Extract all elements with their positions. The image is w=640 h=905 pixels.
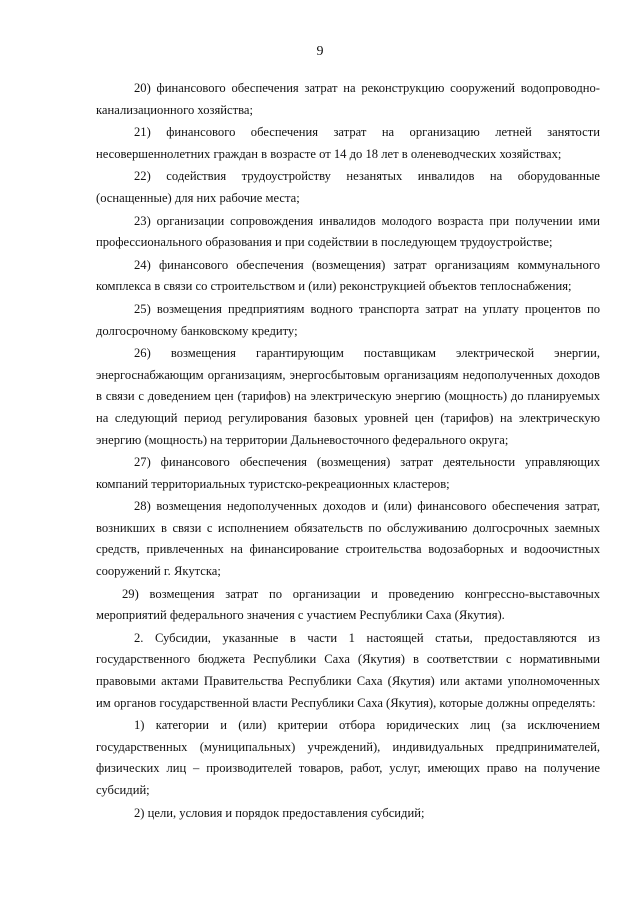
paragraph-item-21: 21) финансового обеспечения затрат на организацию летней занятости несовершеннолетних граждан в возрасте от 14 до 18 лет в оленеводческих хозяйствах; (96, 125, 600, 161)
paragraph-item-26: 26) возмещения гарантирующим поставщикам электрической энергии, энергоснабжающим организациям, энергосбытовым организациям недополученных доходов в связи с доведением цен (тарифов) на электрическую энергию (мощность) до планируемых на следующий период регулирования базовых уровней цен (тарифов) на электрическую энергию (мощность) на территории Дальневосточного федерального округа; (96, 346, 600, 447)
paragraph-item-23: 23) организации сопровождения инвалидов молодого возраста при получении ими профессионального образования и при содействии в последующем трудоустройстве; (96, 213, 600, 250)
paragraph-part-2: 2. Субсидии, указанные в части 1 настоящей статьи, предоставляются из государственного бюджета Республики Саха (Якутия) в соответствии с нормативными правовыми актами Правительства Республики Саха (Якутия) или актами уполномоченных им органов государственной власти Республики Саха (Якутия), которые должны определять: (96, 630, 600, 710)
paragraph-subitem-2: 2) цели, условия и порядок предоставления субсидий; (134, 805, 425, 820)
paragraph-subitem-1: 1) категории и (или) критерии отбора юридических лиц (за исключением государственных (муниципальных) учреждений), индивидуальных предпринимателей, физических лиц – производителей товаров, работ, услуг, имеющих право на получение субсидий; (96, 718, 600, 797)
paragraph-item-22: 22) содействия трудоустройству незанятых инвалидов на оборудованные (оснащенные) для них рабочие места; (96, 169, 600, 205)
paragraph-item-27: 27) финансового обеспечения (возмещения) затрат деятельности управляющих компаний территориальных туристско-рекреационных кластеров; (96, 455, 600, 491)
paragraph-item-20: 20) финансового обеспечения затрат на реконструкцию сооружений водопроводно-канализационного хозяйства; (96, 81, 600, 117)
paragraph-item-24: 24) финансового обеспечения (возмещения) затрат организациям коммунального комплекса в связи со строительством и (или) реконструкцией объектов теплоснабжения; (96, 257, 600, 294)
page-number: 9 (316, 44, 324, 59)
paragraph-item-29: 29) возмещения затрат по организации и проведению конгрессно-выставочных мероприятий федерального значения с участием Республики Саха (Якутия). (96, 586, 600, 623)
paragraph-item-25: 25) возмещения предприятиям водного транспорта затрат на уплату процентов по долгосрочному банковскому кредиту; (96, 301, 600, 338)
document-body (96, 78, 600, 825)
paragraph-item-28: 28) возмещения недополученных доходов и (или) финансового обеспечения затрат, возникших в связи с исполнением обязательств по обслуживанию долгосрочных заемных средств, привлеченных на финансирование строительства водозаборных и водоочистных сооружений г. Якутска; (96, 499, 600, 579)
